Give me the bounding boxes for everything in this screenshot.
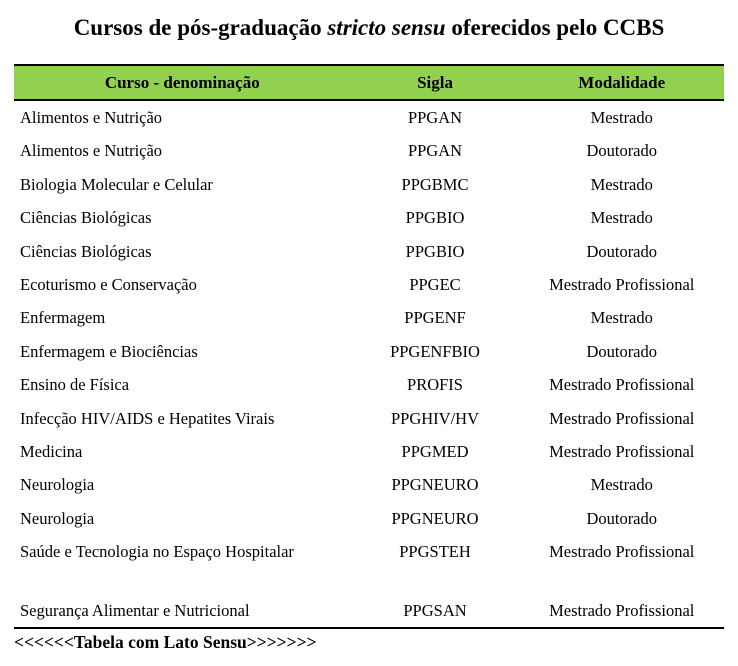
modalidade-cell: Mestrado Profissional: [549, 441, 695, 461]
sigla-cell: PPGAN: [407, 141, 463, 161]
table-body: [14, 101, 724, 629]
sigla-cell: PPGHIV/HV: [391, 408, 480, 428]
page-title: [14, 13, 724, 43]
modalidade-cell: Mestrado: [590, 108, 653, 127]
curso-cell: Biologia Molecular e Celular: [20, 174, 213, 194]
sigla-cell: PPGENF: [404, 308, 466, 328]
column-header-sigla: Sigla: [417, 72, 453, 92]
modalidade-cell: Mestrado: [590, 208, 653, 228]
sigla-cell: PPGNEURO: [391, 508, 479, 528]
curso-cell: Ensino de Física: [20, 375, 130, 395]
sigla-cell: PPGNEURO: [391, 475, 479, 495]
table-row: [14, 502, 724, 535]
modalidade-cell: Mestrado: [590, 174, 653, 194]
table-row: [14, 468, 724, 501]
modalidade-cell: Mestrado: [590, 308, 653, 328]
curso-cell: Saúde e Tecnologia no Espaço Hospitalar: [20, 542, 294, 562]
column-header-modalidade: Modalidade: [578, 72, 666, 92]
sigla-cell: PPGAN: [407, 108, 463, 127]
modalidade-cell: Doutorado: [586, 141, 658, 161]
curso-cell: Alimentos e Nutrição: [20, 108, 163, 127]
curso-cell: Neurologia: [20, 508, 95, 528]
table-row: [14, 268, 724, 301]
sigla-cell: PPGSTEH: [399, 542, 471, 562]
curso-cell: Ecoturismo e Conservação: [20, 274, 197, 294]
table-row: [14, 201, 724, 234]
curso-cell: Enfermagem e Biociências: [20, 341, 198, 361]
column-header-curso: Curso - denominação: [104, 72, 260, 92]
table-row: [14, 335, 724, 368]
curso-cell: Segurança Alimentar e Nutricional: [20, 601, 250, 621]
modalidade-cell: Doutorado: [586, 341, 658, 361]
table-header-row: [14, 64, 724, 101]
modalidade-cell: Mestrado Profissional: [549, 274, 695, 294]
title-italic-phrase: stricto sensu: [327, 15, 446, 40]
curso-cell: Enfermagem: [20, 308, 106, 328]
table-row: [14, 368, 724, 401]
table-row: [14, 535, 724, 594]
courses-table: [14, 64, 724, 629]
table-row: [14, 594, 724, 627]
curso-cell: Medicina: [20, 441, 83, 461]
title-suffix: oferecidos pelo CCBS: [451, 15, 665, 40]
sigla-cell: PPGBIO: [405, 241, 465, 261]
sigla-cell: PPGMED: [401, 441, 469, 461]
curso-cell: Alimentos e Nutrição: [20, 141, 163, 161]
sigla-cell: PPGSAN: [403, 601, 467, 621]
modalidade-cell: Mestrado Profissional: [549, 375, 695, 395]
table-row: [14, 101, 724, 134]
title-prefix: Cursos de pós-graduação: [73, 15, 322, 40]
sigla-cell: PPGENFBIO: [390, 341, 480, 361]
curso-cell: Infecção HIV/AIDS e Hepatites Virais: [20, 408, 275, 428]
table-row: [14, 168, 724, 201]
table-row: [14, 402, 724, 435]
sigla-cell: PPGEC: [409, 274, 461, 294]
sigla-cell: PROFIS: [407, 375, 463, 395]
table-row: [14, 301, 724, 334]
modalidade-cell: Mestrado Profissional: [549, 542, 695, 562]
curso-cell: Ciências Biológicas: [20, 208, 152, 228]
modalidade-cell: Doutorado: [586, 241, 658, 261]
sigla-cell: PPGBMC: [401, 174, 469, 194]
modalidade-cell: Mestrado Profissional: [549, 408, 695, 428]
table-row: [14, 235, 724, 268]
modalidade-cell: Mestrado: [590, 475, 653, 495]
document-page: [0, 13, 738, 653]
modalidade-cell: Doutorado: [586, 508, 658, 528]
sigla-cell: PPGBIO: [405, 208, 465, 228]
modalidade-cell: Mestrado Profissional: [549, 601, 695, 621]
lato-sensu-note: <<<<<<Tabela com Lato Sensu>>>>>>>: [14, 632, 317, 653]
table-row: [14, 134, 724, 167]
curso-cell: Ciências Biológicas: [20, 241, 152, 261]
table-row: [14, 435, 724, 468]
curso-cell: Neurologia: [20, 475, 95, 495]
